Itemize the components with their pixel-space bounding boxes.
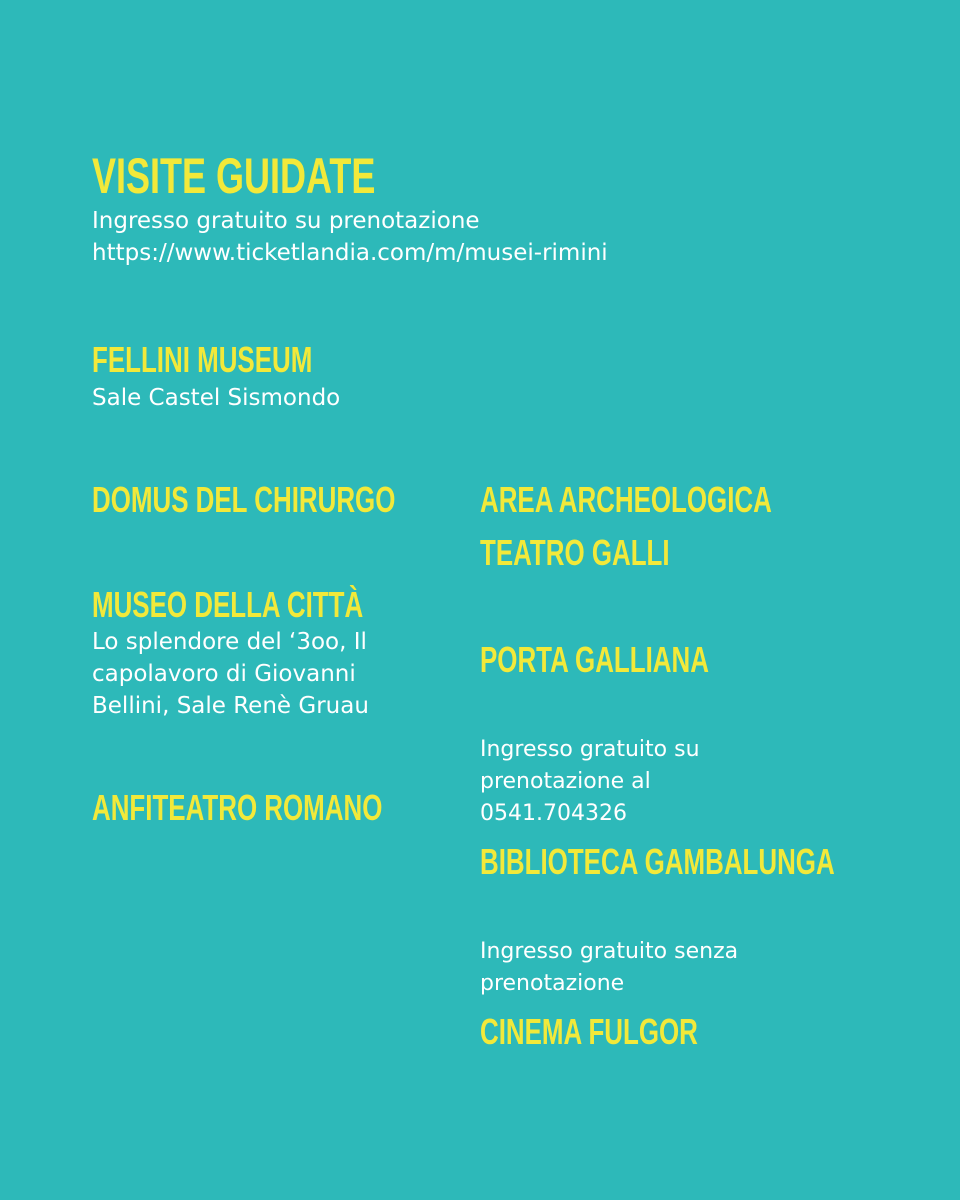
biblioteca-note-line2: prenotazione al [480,769,651,794]
biblioteca-note-line1: Ingresso gratuito su [480,737,700,762]
museo-citta-desc-line1: Lo splendore del ‘3oo, Il [92,629,367,655]
area-archeologica-title-line2: TEATRO GALLI [480,532,670,573]
cinema-fulgor-title: CINEMA FULGOR [480,1011,698,1052]
header-booking-note: Ingresso gratuito su prenotazione [92,208,480,234]
museo-citta-desc-line3: Bellini, Sale Renè Gruau [92,693,369,719]
museo-citta-desc-line2: capolavoro di Giovanni [92,661,356,687]
page-title: VISITE GUIDATE [92,148,376,204]
biblioteca-phone: 0541.704326 [480,801,627,826]
anfiteatro-romano-title: ANFITEATRO ROMANO [92,787,383,828]
porta-galliana-title: PORTA GALLIANA [480,639,709,680]
domus-chirurgo-title: DOMUS DEL CHIRURGO [92,479,396,520]
area-archeologica-title-line1: AREA ARCHEOLOGICA [480,479,772,520]
museo-citta-title: MUSEO DELLA CITTÀ [92,584,364,625]
header-booking-link[interactable]: https://www.ticketlandia.com/m/musei-rimini [92,240,608,266]
cinema-note-line1: Ingresso gratuito senza [480,939,739,964]
cinema-note-line2: prenotazione [480,971,625,996]
biblioteca-gambalunga-title: BIBLIOTECA GAMBALUNGA [480,841,835,882]
fellini-museum-title: FELLINI MUSEUM [92,339,313,380]
fellini-museum-subtitle: Sale Castel Sismondo [92,385,341,411]
